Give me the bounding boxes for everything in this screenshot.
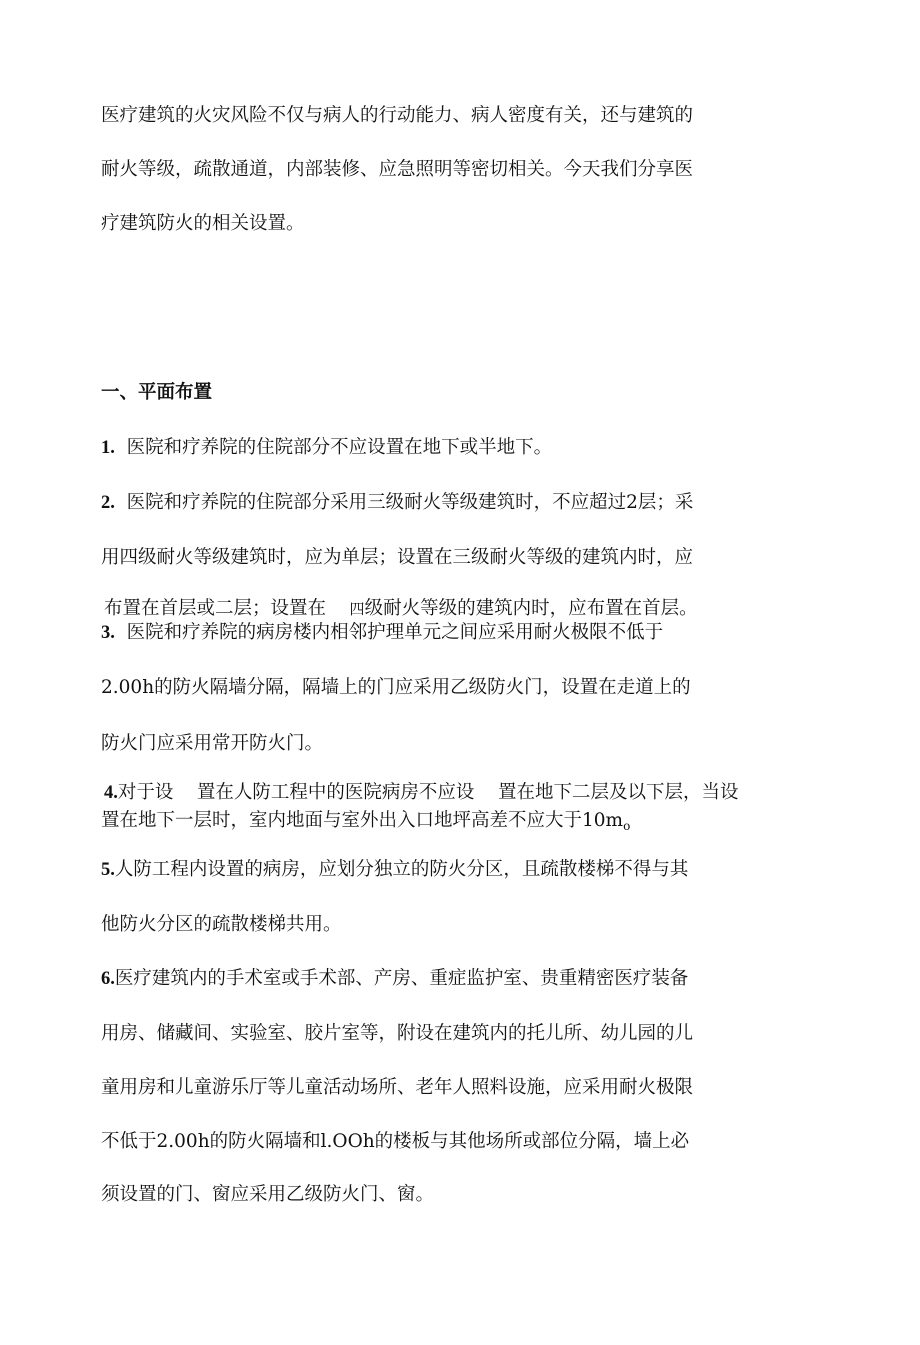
item-text: 对于设 — [117, 782, 174, 803]
item-text: 布置在首层或二层；设置在 — [104, 598, 327, 619]
item-6-line-5: 须设置的门、窗应采用乙级防火门、窗。 — [101, 1184, 435, 1205]
item-number: 4. — [104, 783, 118, 803]
item-text: 医院和疗养院的住院部分不应设置在地下或半地下。 — [126, 437, 553, 458]
item-text: 医院和疗养院的住院部分采用三级耐火等级建筑时，不应超过2层；采 — [126, 492, 694, 513]
item-4-line-2 — [101, 809, 630, 838]
item-2-line-2: 用四级耐火等级建筑时，应为单层；设置在三级耐火等级的建筑内时，应 — [101, 547, 694, 568]
item-text: 医疗建筑内的手术室或手术部、产房、重症监护室、贵重精密医疗装备 — [114, 968, 689, 989]
item-2-line-3 — [104, 597, 698, 621]
item-text: 置在人防工程中的医院病房不应设 — [196, 782, 475, 803]
item-text-glyph: 四 — [349, 600, 365, 618]
item-3-line-2: 2.00h的防火隔墙分隔，隔墙上的门应采用乙级防火门，设置在走道上的 — [101, 677, 691, 698]
item-number: 5. — [101, 860, 115, 880]
item-5 — [101, 858, 688, 882]
intro-line-1: 医疗建筑的火灾风险不仅与病人的行动能力、病人密度有关，还与建筑的 — [101, 105, 694, 126]
item-number: 2. — [101, 493, 115, 513]
item-6-line-4: 不低于2.00h的防火隔墙和l.OOh的楼板与其他场所或部位分隔，墙上必 — [101, 1131, 690, 1152]
section-heading: 一、平面布置 — [101, 382, 213, 403]
item-number: 3. — [101, 623, 115, 643]
item-6-line-3: 童用房和儿童游乐厅等儿童活动场所、老年人照料设施，应采用耐火极限 — [101, 1077, 694, 1098]
intro-line-2: 耐火等级，疏散通道，内部装修、应急照明等密切相关。今天我们分享医 — [101, 159, 694, 180]
item-4 — [104, 781, 738, 805]
item-number: 6. — [101, 969, 115, 989]
item-number: 1. — [101, 438, 115, 458]
item-text: 置在地下二层及以下层，当设 — [497, 782, 739, 803]
intro-line-3: 疗建筑防火的相关设置。 — [101, 213, 305, 234]
item-2 — [101, 491, 693, 515]
item-1 — [101, 436, 552, 460]
item-6-line-2: 用房、储藏间、实验室、胶片室等，附设在建筑内的托儿所、幼儿园的儿 — [101, 1023, 694, 1044]
item-text: 人防工程内设置的病房，应划分独立的防火分区，且疏散楼梯不得与其 — [114, 859, 689, 880]
item-text: 置在地下一层时，室内地面与室外出入口地坪高差不应大于10m — [101, 810, 624, 831]
item-3 — [101, 621, 663, 645]
item-text-subscript: o — [623, 819, 631, 833]
item-5-line-2: 他防火分区的疏散楼梯共用。 — [101, 914, 342, 935]
item-text: 医院和疗养院的病房楼内相邻护理单元之间应采用耐火极限不低于 — [126, 622, 664, 643]
item-3-line-3: 防火门应采用常开防火门。 — [101, 733, 324, 754]
item-text: 级耐火等级的建筑内时，应布置在首层。 — [364, 598, 698, 619]
item-6 — [101, 967, 688, 991]
